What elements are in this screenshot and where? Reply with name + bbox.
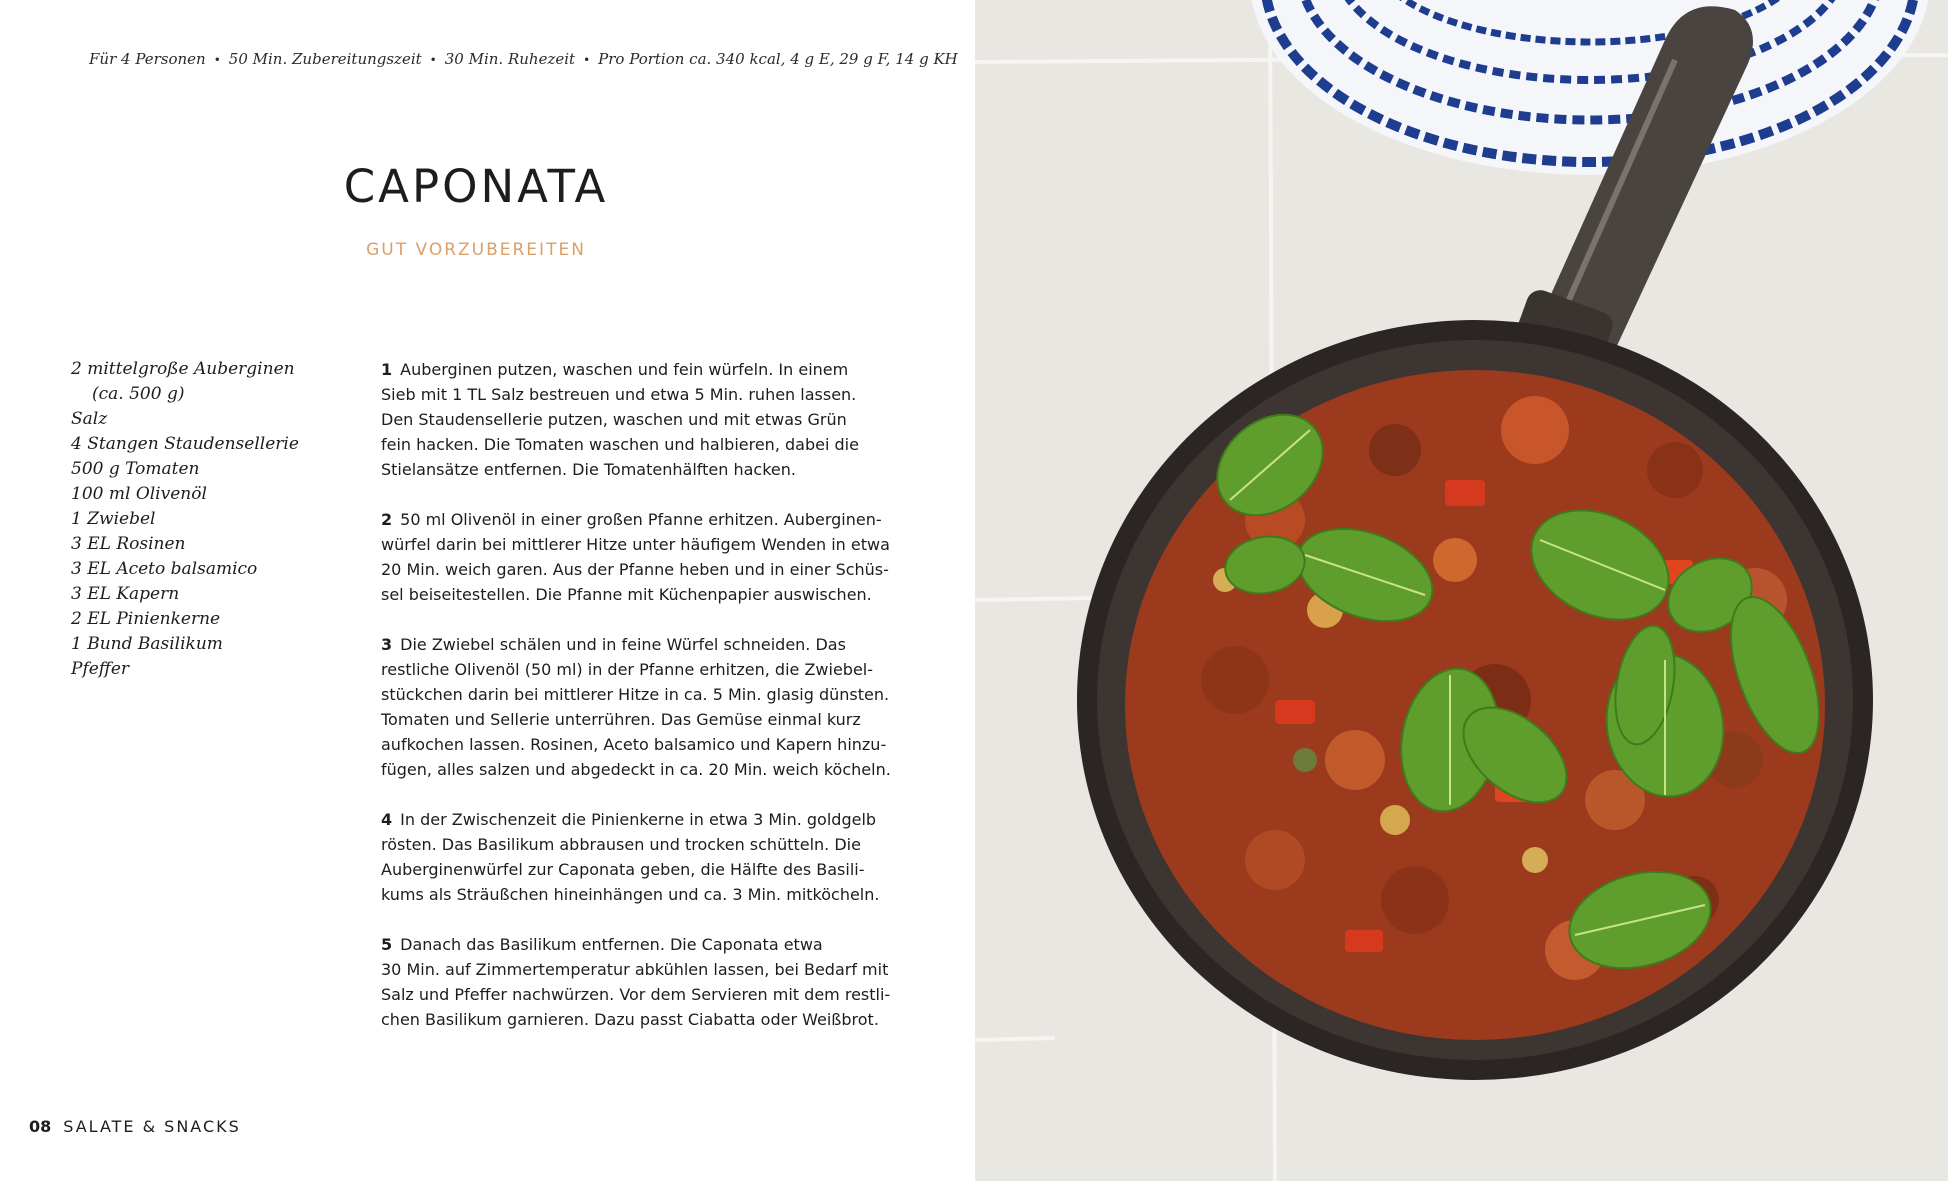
rest-time: 30 Min. Ruhezeit [444, 50, 576, 68]
caponata-photo [975, 0, 1948, 1181]
step-line: kums als Sträußchen hineinhängen und ca. 3 Min. mitköcheln. [381, 885, 880, 904]
nutrition: Pro Portion ca. 340 kcal, 4 g E, 29 g F, 14 g KH [598, 50, 958, 68]
ingredient-item: (ca. 500 g) [92, 384, 185, 404]
step-line: 30 Min. auf Zimmertemperatur abkühlen lassen, bei Bedarf mit [381, 960, 889, 979]
recipe-subtitle: GUT VORZUBEREITEN [366, 240, 586, 260]
step-line: Sieb mit 1 TL Salz bestreuen und etwa 5 Min. ruhen lassen. [381, 385, 857, 404]
ingredient-item: 4 Stangen Staudensellerie [71, 434, 299, 454]
step-line: Salz und Pfeffer nachwürzen. Vor dem Servieren mit dem restli- [381, 985, 891, 1004]
ingredient-item: 3 EL Rosinen [71, 534, 186, 554]
step-line: aufkochen lassen. Rosinen, Aceto balsamico und Kapern hinzu- [381, 735, 887, 754]
step-5 [381, 932, 891, 1032]
meta-separator: • [213, 53, 221, 67]
section-title: SALATE & SNACKS [63, 1117, 241, 1136]
step-line: fein hacken. Die Tomaten waschen und halbieren, dabei die [381, 435, 859, 454]
ingredient-item: Pfeffer [71, 659, 130, 679]
ingredient-item: 100 ml Olivenöl [71, 484, 207, 504]
ingredient-item: 2 mittelgroße Auberginen [71, 359, 295, 379]
step-2 [381, 507, 891, 607]
step-line: Stielansätze entfernen. Die Tomatenhälften hacken. [381, 460, 796, 479]
step-number: 2 [381, 510, 393, 529]
page-footer [29, 1117, 241, 1136]
step-number: 4 [381, 810, 393, 829]
step-line: In der Zwischenzeit die Pinienkerne in etwa 3 Min. goldgelb [400, 810, 877, 829]
instruction-steps [381, 357, 891, 1057]
step-line: Auberginen putzen, waschen und fein würfeln. In einem [400, 360, 849, 379]
step-line: sel beiseitestellen. Die Pfanne mit Küchenpapier auswischen. [381, 585, 872, 604]
step-number: 1 [381, 360, 393, 379]
ingredient-item: 1 Bund Basilikum [71, 634, 223, 654]
step-line: Danach das Basilikum entfernen. Die Caponata etwa [400, 935, 823, 954]
ingredient-list [71, 357, 299, 682]
recipe-meta [89, 50, 958, 68]
ingredient-item: 2 EL Pinienkerne [71, 609, 221, 629]
meta-separator: • [583, 53, 591, 67]
step-line: würfel darin bei mittlerer Hitze unter häufigem Wenden in etwa [381, 535, 890, 554]
step-line: 50 ml Olivenöl in einer großen Pfanne erhitzen. Auberginen- [400, 510, 882, 529]
step-line: Die Zwiebel schälen und in feine Würfel schneiden. Das [400, 635, 846, 654]
step-line: fügen, alles salzen und abgedeckt in ca. 20 Min. weich köcheln. [381, 760, 891, 779]
step-3 [381, 632, 891, 782]
food-photo-illustration [975, 0, 1948, 1181]
servings: Für 4 Personen [89, 50, 206, 68]
ingredient-item: 3 EL Kapern [71, 584, 180, 604]
step-line: Auberginenwürfel zur Caponata geben, die Hälfte des Basili- [381, 860, 865, 879]
step-4 [381, 807, 891, 907]
step-1 [381, 357, 891, 482]
meta-separator: • [429, 53, 437, 67]
step-line: restliche Olivenöl (50 ml) in der Pfanne erhitzen, die Zwiebel- [381, 660, 874, 679]
ingredient-item: 1 Zwiebel [71, 509, 156, 529]
ingredient-item: 3 EL Aceto balsamico [71, 559, 258, 579]
page-number: 08 [29, 1117, 52, 1136]
step-line: chen Basilikum garnieren. Dazu passt Ciabatta oder Weißbrot. [381, 1010, 879, 1029]
step-number: 3 [381, 635, 393, 654]
step-line: stückchen darin bei mittlerer Hitze in ca. 5 Min. glasig dünsten. [381, 685, 890, 704]
step-line: rösten. Das Basilikum abbrausen und trocken schütteln. Die [381, 835, 861, 854]
ingredient-item: 500 g Tomaten [71, 459, 200, 479]
recipe-title: CAPONATA [343, 160, 609, 213]
step-number: 5 [381, 935, 393, 954]
ingredient-item: Salz [71, 409, 108, 429]
prep-time: 50 Min. Zubereitungszeit [228, 50, 422, 68]
step-line: Den Staudensellerie putzen, waschen und mit etwas Grün [381, 410, 847, 429]
step-line: 20 Min. weich garen. Aus der Pfanne heben und in einer Schüs- [381, 560, 889, 579]
step-line: Tomaten und Sellerie unterrühren. Das Gemüse einmal kurz [381, 710, 861, 729]
